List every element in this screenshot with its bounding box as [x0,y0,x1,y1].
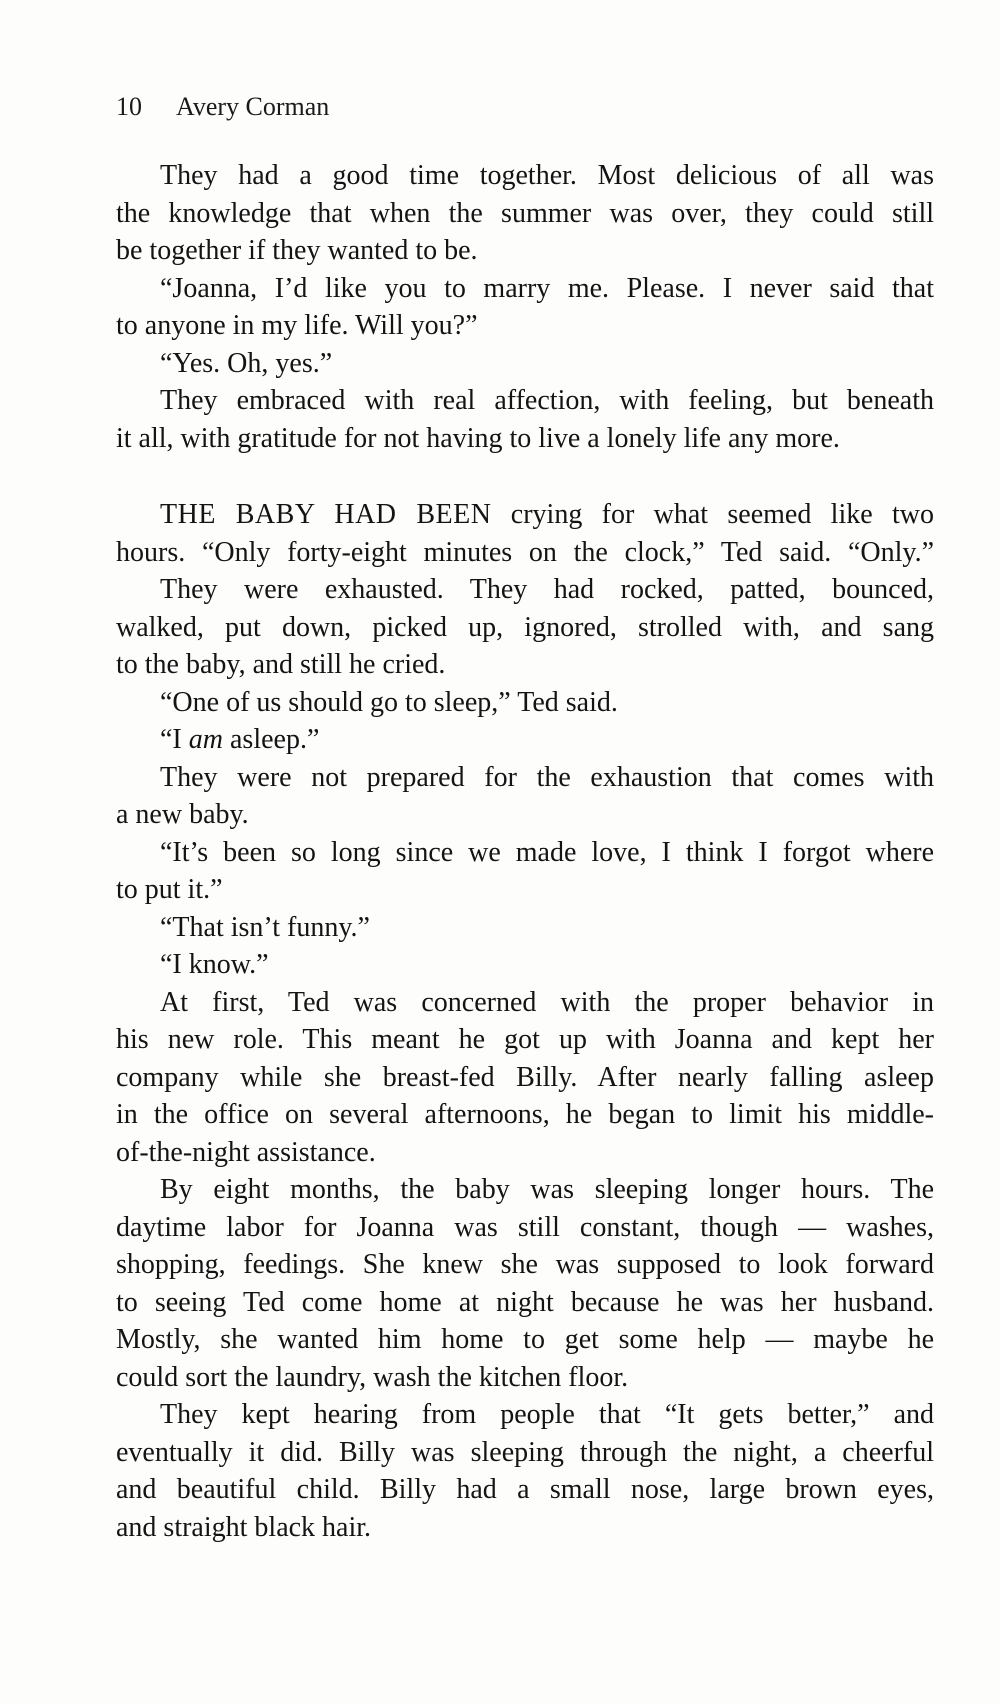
paragraph-group [116,571,934,721]
text-line: and straight black hair. [116,1511,372,1543]
text-line: a new baby. [116,799,249,830]
text-line: hours. “Only forty-eight minutes on the clock,” Ted said. “Only.” [116,536,934,568]
opening-small-caps: THE BABY HAD BEEN [160,499,492,530]
text-line: eventually it did. Billy was sleeping through the night, a cheerful [116,1436,934,1468]
body-text [116,157,934,1546]
text-line: “Joanna, I’d like you to marry me. Please. I never said that [160,272,934,304]
text-line: By eight months, the baby was sleeping longer hours. The [160,1174,934,1205]
text-line: company while she breast-fed Billy. After nearly falling asleep [116,1061,934,1093]
text-line: to anyone in my life. Will you?” [116,310,478,341]
text-line: his new role. This meant he got up with Joanna and kept her [116,1024,934,1055]
text-line: it all, with gratitude for not having to live a lonely life any more. [116,422,840,454]
text-line: to the baby, and still he cried. [116,649,446,680]
text-line: shopping, feedings. She knew she was supposed to look forward [116,1249,934,1280]
text-line: “Yes. Oh, yes.” [160,347,333,379]
text-line: They were not prepared for the exhaustion that comes with [160,761,934,793]
text-line: could sort the laundry, wash the kitchen floor. [116,1361,629,1393]
text-line: “I know.” [160,949,269,980]
page-number: 10 [116,92,142,121]
italic-am: am [188,724,223,755]
text-line: Mostly, she wanted him home to get some help — maybe he [116,1324,934,1355]
text-line: in the office on several afternoons, he began to limit his middle- [116,1099,934,1130]
text-line: At first, Ted was concerned with the proper behavior in [160,986,934,1018]
text-line: “It’s been so long since we made love, I think I forgot where [160,836,934,868]
running-header [116,92,329,122]
text-line: to seeing Ted come home at night because he was her husband. [116,1286,934,1318]
text-line: and beautiful child. Billy had a small nose, large brown eyes, [116,1474,934,1505]
text-line: “One of us should go to sleep,” Ted said. [160,686,618,718]
text-line: They were exhausted. They had rocked, patted, bounced, [160,574,934,605]
text-line: “That isn’t funny.” [160,911,370,943]
opening-rest: crying for what seemed like two [491,499,934,530]
text-line: daytime labor for Joanna was still constant, though — washes, [116,1211,934,1243]
asleep-before: “I [160,724,189,755]
section-break [116,457,934,496]
text-line-italic-emphasis [116,721,934,759]
text-line: of-the-night assistance. [116,1136,376,1168]
text-line: to put it.” [116,874,223,905]
text-line: be together if they wanted to be. [116,235,478,266]
text-line: They had a good time together. Most delicious of all was [160,160,934,191]
paragraph-group [116,759,934,1547]
section-opening-line [116,496,934,534]
text-line: the knowledge that when the summer was over, they could still [116,197,934,229]
running-title: Avery Corman [176,92,330,121]
text-line: walked, put down, picked up, ignored, strolled with, and sang [116,611,934,643]
asleep-after: asleep.” [223,724,320,755]
section-baby [116,496,934,1546]
text-line: They embraced with real affection, with feeling, but beneath [160,385,934,416]
section-proposal [116,157,934,457]
text-line: They kept hearing from people that “It gets better,” and [160,1399,934,1430]
